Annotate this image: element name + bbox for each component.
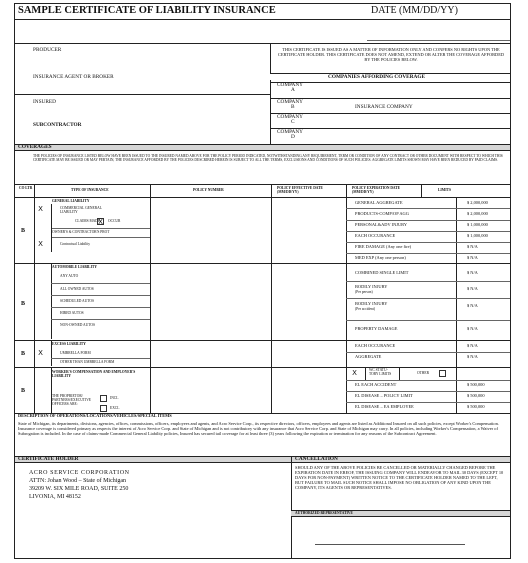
company-a-letter: A (291, 87, 295, 93)
wc-limit-label: EL DISEASE – POLICY LIMIT (355, 393, 413, 398)
certificate-holder-label: CERTIFICATE HOLDER (18, 456, 79, 462)
companies-header: COMPANIES AFFORDING COVERAGE (328, 74, 426, 80)
gl-claims-made-label: CLAIMS MADE (75, 219, 101, 223)
wc-other-label: OTHER (417, 371, 429, 375)
auto-limit-label: PROPERTY DAMAGE (355, 326, 398, 331)
company-b-name: INSURANCE COMPANY (355, 104, 413, 110)
auto-limit-label: BODILY INJURY (355, 301, 388, 306)
auto-option: SCHEDULED AUTOS (60, 299, 94, 303)
company-d-label: COMPANY (277, 129, 304, 135)
company-b-letter: B (291, 104, 295, 110)
wc-limit-label: EL DISEASE – EA EMPLOYEE (355, 404, 414, 409)
auto-title: AUTOMOBILE LIABILITY (52, 265, 97, 269)
gl-contractual-label: Contractual Liability (60, 242, 91, 246)
excess-limit-label: AGGREGATE (355, 354, 382, 359)
gl-commercial-label: COMMERCIAL GENERAL LIABILITY (60, 206, 102, 215)
auto-limit-label: COMBINED SINGLE LIMIT (355, 270, 409, 275)
company-c-label: COMPANY (277, 114, 304, 120)
wc-statutory-check[interactable]: X (352, 369, 357, 377)
policy-number-header: POLICY NUMBER (193, 188, 224, 192)
effective-date-header: POLICY EFFECTIVE DATE (MM/DD/YY) (277, 186, 323, 195)
signature-line[interactable] (315, 544, 465, 545)
auto-option: ANY AUTO (60, 274, 79, 278)
wc-other-box[interactable] (439, 370, 446, 377)
auto-limit-value: $ N/A (467, 303, 478, 308)
holder-address: 39209 W. SIX MILE ROAD, SUITE 250 (29, 486, 129, 492)
description-text: State of Michigan, its departments, divisions, agencies, offices, commissions, officers, employees and agents, and Acro Service Corp., its respective directors, officers, employees and agents are listed as Additional Insured on all such policies, except Worker's Compensation. Insurance coverage is considered primary as respects the interest of Acro Service Corp. and State of Michigan and is not contributory with any insurance that Acro Service Corp. and State of Michigan may carry. In all policies, including Worker's Compensation, a Waiver of Subrogation is included. In the case of claims-made Commercial General Liability policies, Insured has secured tail coverage for at least three (3) years following the expiration or termination for any reasons of the Subcontract Agreement. (18, 421, 499, 437)
excess-limit-value: $ N/A (467, 354, 478, 359)
holder-city: LIVONIA, MI 48152 (29, 494, 81, 500)
gl-limit-value: $ N/A (467, 244, 478, 249)
cancellation-text: SHOULD ANY OF THE ABOVE POLICIES BE CANCELLED OR MATERIALLY CHANGED BEFORE THE EXPIRATION DATE IN EREOF, THE ISSUING COMPANY WILL ENDEAVOR TO MAIL 30 DAYS (EXCEPT 10 DAYS FOR NON-PAYMENT) WRITTEN NOTICE TO THE CERTIFICATE HOLDER NAMED TO THE LEFT, BUT FAILURE TO MAIL SUCH NOTICE SHALL IMPOSE NO OBLIGATION OF ANY KIND UPON THE COMPANY, ITS AGENTS OR REPRESENTATIVES. (295, 465, 504, 491)
auto-limit-value: $ N/A (467, 286, 478, 291)
company-d-letter: D (291, 134, 295, 140)
wc-statutory-label: WC STATU-TORY LIMITS (369, 368, 392, 377)
gl-owners-label: OWNER'S & CONTRACTOR'S PROT (52, 230, 110, 234)
description-label: DESCRIPTION OF OPERATIONS/LOCATIONS/VEHICLES/SPECIAL ITEMS (18, 413, 172, 418)
auto-limit-value: $ N/A (467, 326, 478, 331)
cancellation-label: CANCELLATION (295, 456, 338, 462)
subcontractor-label: SUBCONTRACTOR (33, 122, 82, 128)
excess-umbrella-check[interactable]: X (38, 349, 43, 357)
gl-limit-label: EACH OCCURANCE (355, 233, 396, 238)
gl-title: GENERAL LIABILITY (52, 199, 90, 203)
gl-limit-value: $ 2,000,000 (467, 211, 488, 216)
holder-attn: ATTN: Johan Wood – State of Michigan (29, 478, 127, 484)
auto-option: ALL OWNED AUTOS (60, 287, 94, 291)
auto-limit-label: BODILY INJURY (355, 284, 388, 289)
gl-occur-label: OCCUR (108, 219, 121, 223)
wc-incl-label: INCL (110, 396, 119, 400)
auto-option: NON-OWNED AUTOS (60, 323, 95, 327)
gl-claims-made-box[interactable] (52, 218, 59, 225)
wc-company-letter: B (21, 388, 26, 394)
gl-limit-label: PERSONAL&ADV INJURY (355, 222, 408, 227)
excess-limit-label: EACH OCCURANCE (355, 343, 396, 348)
gl-limit-value: $ 1,000,000 (467, 233, 488, 238)
wc-limit-label: EL EACH ACCIDENT (355, 382, 397, 387)
company-b-label: COMPANY (277, 99, 304, 105)
excess-limit-value: $ N/A (467, 343, 478, 348)
holder-name: ACRO SERVICE CORPORATION (29, 470, 130, 476)
wc-limit-value: $ 500,000 (467, 393, 485, 398)
auto-company-letter: B (21, 301, 26, 307)
certificate-form (14, 3, 511, 559)
date-label: DATE (MM/DD/YY) (371, 5, 458, 16)
auto-limit-sub: (Per accident) (355, 307, 376, 311)
excess-title: EXCESS LIABILITY (52, 342, 86, 346)
limits-header: LIMITS (438, 188, 451, 192)
certificate-notice: THIS CERTIFICATE IS ISSUED AS A MATTER OF INFORMATION ONLY AND CONFERS NO RIGHTS UPON THE CERTIFICATE HOLDER. THIS CERTIFICATE DOES NOT AMEND, EXTEND OR ALTER THE COVERAGE AFFORDED BY THE POLICIES BELOW. (277, 47, 505, 63)
type-header: TYPE OF INSURANCE (71, 188, 109, 192)
authorized-representative-label: AUTHORIZED REPRESENTATIVE (295, 511, 353, 515)
excess-option: OTHER THAN UMBRELLA FORM (60, 360, 115, 364)
wc-limit-value: $ 500,000 (467, 382, 485, 387)
coverages-label: COVERAGES (18, 144, 52, 150)
excess-company-letter: B (21, 351, 26, 357)
wc-title: WORKER'S COMPENSATION AND EMPLOYER'S LIABILITY (52, 370, 136, 379)
auto-limit-sub: (Per person) (355, 290, 373, 294)
wc-excl-label: EXCL (110, 406, 120, 410)
wc-limit-value: $ 500,000 (467, 404, 485, 409)
gl-occur-check[interactable]: X (98, 218, 103, 226)
coverages-text: THE POLICIES OF INSURANCE LISTED BELOW HAVE BEEN ISSUED TO THE INSURED NAMED ABOVE FOR THE POLICY PERIOD INDICATED, NOTWITHSTANDING ANY REQUIREMENT, TERM OR CONDITION OF ANY CONTRACT OR OTHER DOCUMENT WITH RESPECT TO WHICH THIS CERTIFICATE MAY BE ISSUED OR MAY PERTAIN, THE INSURANCE AFFORDED BY THE POLICIES DESCRIBED HEREIN IS SUBJECT TO ALL THE TERMS, EXCLUSIONS AND CONDITIONS OF SUCH POLICIES. AGGREGATE LIMITS SHOWN MAY HAVE BEEN REDUCED BY PAID CLAIMS. (33, 154, 503, 163)
gl-commercial-check[interactable]: X (38, 205, 43, 213)
gl-limit-label: MED EXP (Any one person) (355, 255, 406, 260)
gl-limit-label: GENERAL AGGREGATE (355, 200, 403, 205)
company-a-label: COMPANY (277, 82, 304, 88)
co-ltr-header: CO LTR (19, 186, 33, 190)
company-c-letter: C (291, 119, 295, 125)
wc-incl-box[interactable] (100, 395, 107, 402)
gl-limit-value: $ 2,000,000 (467, 200, 488, 205)
expiration-date-header: POLICY EXPIRATION DATE (MM/DD/YY) (352, 186, 401, 195)
auto-option: HIRED AUTOS (60, 311, 84, 315)
wc-excl-box[interactable] (100, 405, 107, 412)
gl-limit-value: $ N/A (467, 255, 478, 260)
form-title: SAMPLE CERTIFICATE OF LIABILITY INSURANCE (18, 5, 276, 16)
producer-label: PRODUCER (33, 47, 62, 53)
excess-option: UMBRELLA FORM (60, 351, 91, 355)
agent-label: INSURANCE AGENT OR BROKER (33, 74, 114, 80)
gl-limit-value: $ 1,000,000 (467, 222, 488, 227)
gl-limit-label: FIRE DAMAGE (Any one fire) (355, 244, 412, 249)
wc-proprietor-label: THE PROPRIETOR/ PARTNERS/EXECUTIVE OFFICERS ARE: (52, 394, 91, 407)
gl-company-letter: B (21, 228, 26, 234)
gl-contractual-check[interactable]: X (38, 240, 43, 248)
insured-label: INSURED (33, 99, 56, 105)
gl-limit-label: PRODUCTS-COMP/OP AGG (355, 211, 409, 216)
auto-limit-value: $ N/A (467, 270, 478, 275)
